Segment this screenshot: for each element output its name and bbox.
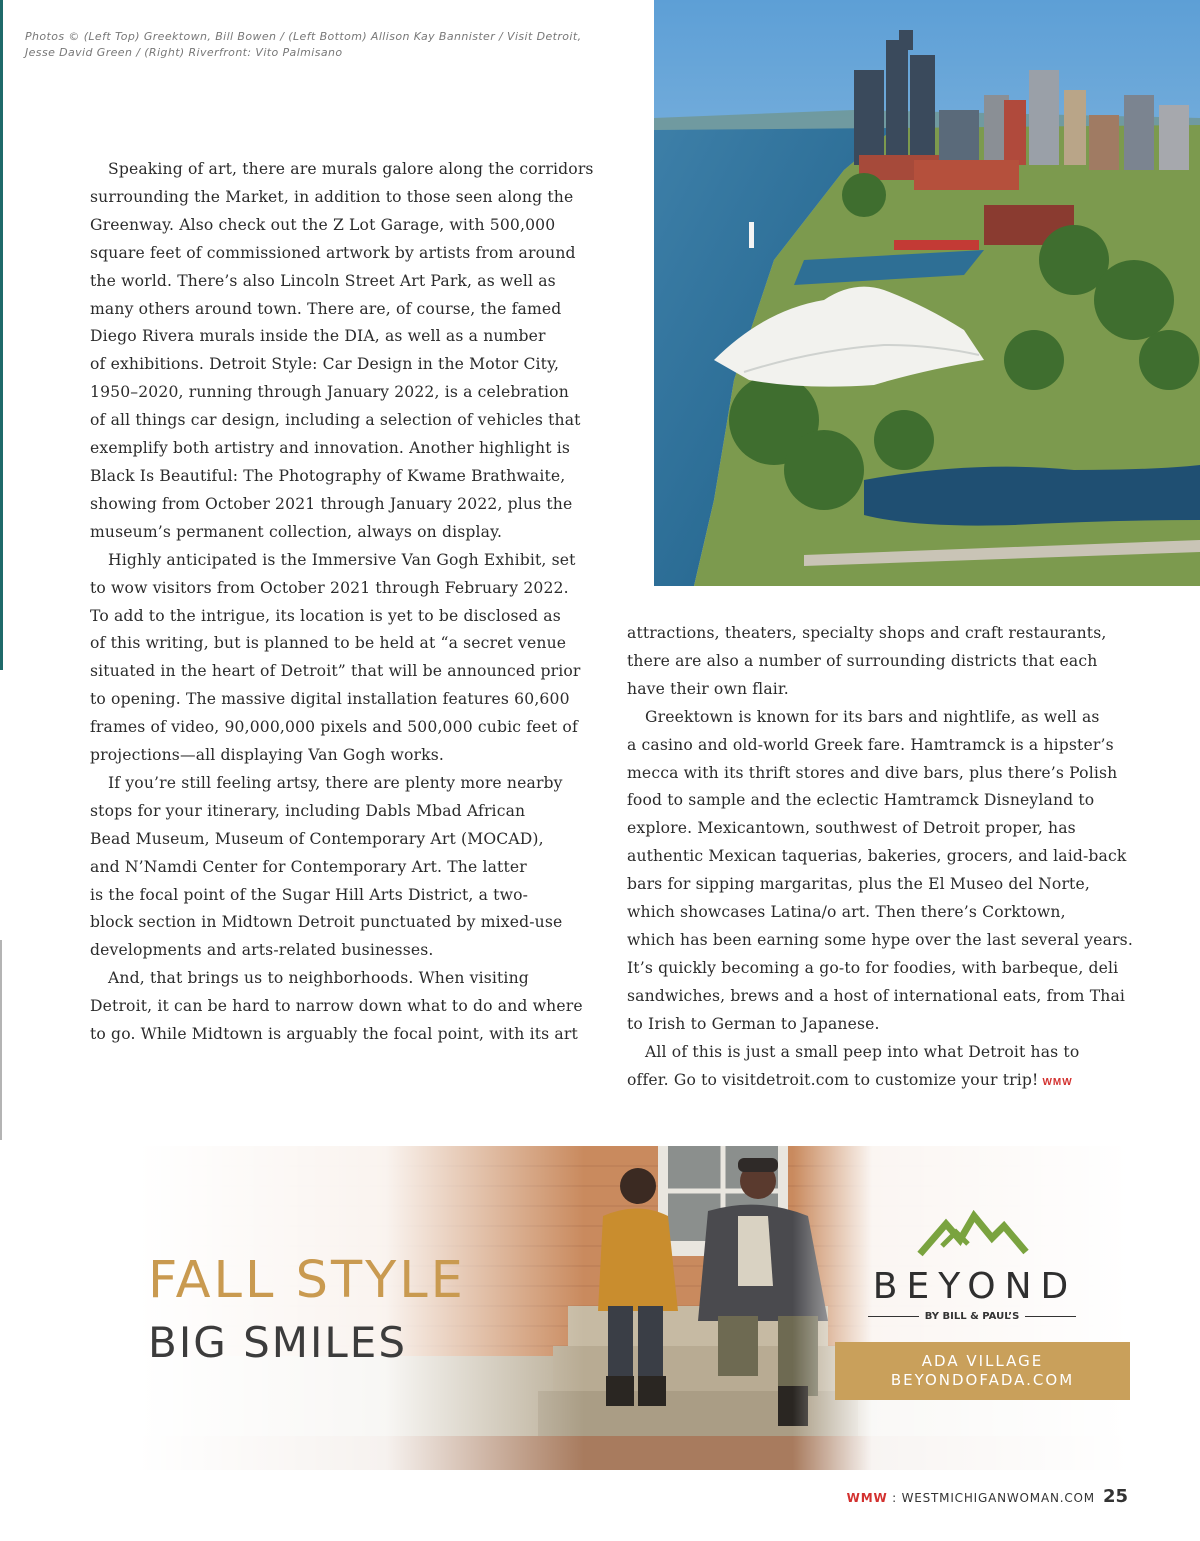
ad-headline-big-smiles: BIG SMILES <box>148 1318 407 1367</box>
text-line: bars for sipping margaritas, plus the El Museo del Norte, <box>627 875 1090 894</box>
text-line: museum’s permanent collection, always on display. <box>90 522 503 541</box>
paragraph-artsy-stops <box>90 770 605 965</box>
text-line: Diego Rivera murals inside the DIA, as well as a number <box>90 327 546 346</box>
text-line-last <box>627 1067 1147 1097</box>
paragraph-van-gogh <box>90 547 605 770</box>
text-line: have their own flair. <box>627 679 789 698</box>
left-edge-strip-lower <box>0 940 2 1140</box>
text-line: explore. Mexicantown, southwest of Detroit proper, has <box>627 819 1076 838</box>
location-text: ADA VILLAGE <box>921 1352 1044 1370</box>
text-line: of all things car design, including a selection of vehicles that <box>90 411 581 430</box>
beyond-advertisement[interactable] <box>138 1146 1130 1470</box>
brand-sub-text: BY BILL & PAUL’S <box>924 1311 1020 1322</box>
text-line: surrounding the Market, in addition to those seen along the <box>90 187 574 206</box>
paragraph-closing <box>627 1039 1147 1097</box>
location-bar[interactable] <box>835 1342 1130 1400</box>
text-line: It’s quickly becoming a go-to for foodies, with barbeque, deli <box>627 958 1119 977</box>
text-line: to opening. The massive digital installation features 60,600 <box>90 690 570 709</box>
text-line: mecca with its thrift stores and dive bars, plus there’s Polish <box>627 763 1118 782</box>
text-line: is the focal point of the Sugar Hill Arts District, a two- <box>90 885 529 904</box>
article-column-right <box>627 620 1147 1096</box>
text-line: the world. There’s also Lincoln Street Art Park, as well as <box>90 271 556 290</box>
divider <box>1025 1316 1076 1317</box>
footer-brand: WMW <box>846 1491 888 1505</box>
text-line: which has been earning some hype over the last several years. <box>627 930 1133 949</box>
article-column-left <box>90 156 605 1049</box>
text-line: showing from October 2021 through January 2022, plus the <box>90 494 573 513</box>
text-line: If you’re still feeling artsy, there are plenty more nearby <box>108 773 563 792</box>
brand-name: BEYOND <box>872 1266 1078 1307</box>
text-line: block section in Midtown Detroit punctuated by mixed-use <box>90 913 563 932</box>
text-line: Speaking of art, there are murals galore along the corridors <box>108 160 594 178</box>
text-line: attractions, theaters, specialty shops and craft restaurants, <box>627 624 1107 642</box>
text-line: Highly anticipated is the Immersive Van Gogh Exhibit, set <box>108 550 576 569</box>
left-edge-strip <box>0 0 3 670</box>
page-number: 25 <box>1102 1486 1128 1507</box>
paragraph-neighborhoods <box>90 965 605 1049</box>
text-line: a casino and old-world Greek fare. Hamtramck is a hipster’s <box>627 735 1114 754</box>
text-line: sandwiches, brews and a host of international eats, from Thai <box>627 986 1126 1005</box>
text-line: projections—all displaying Van Gogh works. <box>90 746 444 765</box>
closing-text: offer. Go to visitdetroit.com to customize your trip! <box>627 1070 1039 1089</box>
text-line: to Irish to German to Japanese. <box>627 1014 880 1033</box>
text-line: 1950–2020, running through January 2022, is a celebration <box>90 383 569 402</box>
text-line: to wow visitors from October 2021 through February 2022. <box>90 578 569 597</box>
divider <box>868 1316 919 1317</box>
text-line: square feet of commissioned artwork by artists from around <box>90 243 576 262</box>
text-line: and N’Namdi Center for Contemporary Art. The latter <box>90 857 527 876</box>
text-line: All of this is just a small peep into what Detroit has to <box>645 1042 1080 1061</box>
text-line: of exhibitions. Detroit Style: Car Design in the Motor City, <box>90 355 560 374</box>
text-line: many others around town. There are, of course, the famed <box>90 299 562 318</box>
text-line: Greenway. Also check out the Z Lot Garage, with 500,000 <box>90 215 556 234</box>
text-line: And, that brings us to neighborhoods. When visiting <box>108 969 529 988</box>
footer-separator: : <box>887 1491 902 1505</box>
end-mark: WMW <box>1042 1076 1073 1088</box>
brand-subline <box>862 1311 1082 1322</box>
riverfront-aerial-photo <box>654 0 1200 586</box>
text-line: Greektown is known for its bars and nightlife, as well as <box>645 707 1100 726</box>
text-line: to go. While Midtown is arguably the focal point, with its art <box>90 1025 578 1044</box>
text-line: there are also a number of surrounding districts that each <box>627 651 1098 670</box>
paragraph-districts <box>627 704 1147 1039</box>
mountains-icon <box>912 1210 1032 1258</box>
text-line: of this writing, but is planned to be held at “a secret venue <box>90 634 567 653</box>
ad-headline-fall-style: FALL STYLE <box>148 1251 466 1310</box>
text-line: exemplify both artistry and innovation. Another highlight is <box>90 439 571 458</box>
text-line: authentic Mexican taquerias, bakeries, grocers, and laid-back <box>627 847 1127 866</box>
photo-credit-line-2: Jesse David Green / (Right) Riverfront: Vito Palmisano <box>25 46 343 59</box>
text-line: which showcases Latina/o art. Then there’s Corktown, <box>627 903 1066 922</box>
photo-credit-line-1: Photos © (Left Top) Greektown, Bill Bowen / (Left Bottom) Allison Kay Bannister / Visit Detroit, <box>25 30 582 43</box>
paragraph-attractions <box>627 620 1147 704</box>
text-line: developments and arts-related businesses. <box>90 941 434 960</box>
paragraph-art-murals <box>90 156 605 547</box>
text-line: Detroit, it can be hard to narrow down what to do and where <box>90 997 583 1016</box>
beyond-logo <box>862 1210 1082 1322</box>
footer-site-link[interactable]: WESTMICHIGANWOMAN.COM <box>901 1491 1095 1505</box>
text-line: stops for your itinerary, including Dabls Mbad African <box>90 801 526 820</box>
text-line: To add to the intrigue, its location is yet to be disclosed as <box>90 606 561 625</box>
text-line: frames of video, 90,000,000 pixels and 500,000 cubic feet of <box>90 718 578 737</box>
page-footer <box>847 1486 1128 1507</box>
website-link[interactable]: BEYONDOFADA.COM <box>890 1371 1075 1389</box>
text-line: Black Is Beautiful: The Photography of Kwame Brathwaite, <box>90 466 566 485</box>
photo-credit <box>25 29 625 61</box>
text-line: Bead Museum, Museum of Contemporary Art (MOCAD), <box>90 829 544 848</box>
text-line: situated in the heart of Detroit” that will be announced prior <box>90 662 581 681</box>
text-line: food to sample and the eclectic Hamtramck Disneyland to <box>627 791 1095 810</box>
